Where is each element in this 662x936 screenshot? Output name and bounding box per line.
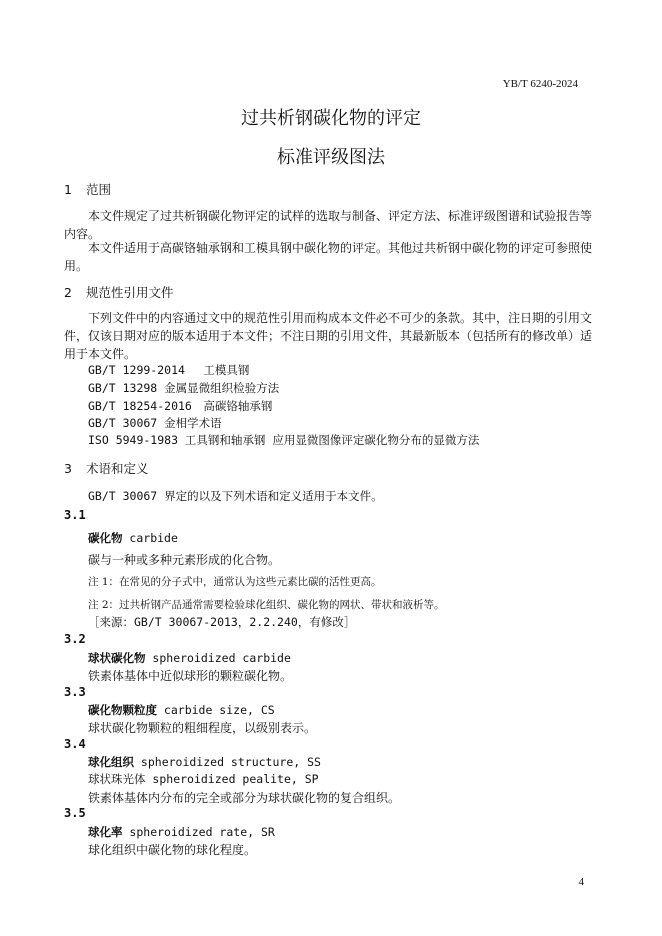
- section-title: 范围: [86, 182, 112, 197]
- term-definition: 碳与一种或多种元素形成的化合物。: [88, 553, 281, 567]
- reference-item: GB/T 13298 金属显微组织检验方法: [88, 381, 280, 395]
- term-zh: 球化率: [88, 825, 123, 839]
- term-alt-zh: 球状珠光体: [88, 772, 146, 786]
- paragraph-line: 用于本文件。: [64, 347, 137, 361]
- section-number: 3: [64, 461, 72, 476]
- term-number: 3.1: [64, 508, 86, 522]
- term-definition: 铁素体基体内分布的完全或部分为球状碳化物的复合组织。: [88, 791, 401, 805]
- paragraph-line: 本文件适用于高碳铬轴承钢和工模具钢中碳化物的评定。其他过共析钢中碳化物的评定可参照使: [88, 241, 593, 255]
- standard-number: YB/T 6240-2024: [502, 78, 578, 90]
- term-note: 注 2：过共析钢产品通常需要检验球化组织、碳化物的网状、带状和液析等。: [88, 599, 445, 611]
- term-number: 3.2: [64, 632, 86, 646]
- section-title: 术语和定义: [86, 461, 149, 476]
- term-en: spheroidized carbide: [145, 651, 291, 665]
- term-definition: 球状碳化物颗粒的粗细程度，以级别表示。: [88, 721, 317, 735]
- document-title: 过共析钢碳化物的评定: [241, 108, 421, 129]
- paragraph-line: 内容。: [64, 227, 101, 241]
- section-title: 规范性引用文件: [86, 285, 174, 300]
- term-title: [88, 702, 275, 718]
- term-number: 3.5: [64, 806, 86, 820]
- reference-item: GB/T 1299-2014 工模具钢: [88, 363, 250, 377]
- term-en: carbide size, CS: [157, 703, 275, 717]
- term-zh: 碳化物颗粒度: [88, 703, 157, 717]
- term-number: 3.4: [64, 737, 86, 751]
- section-3-heading: [64, 459, 149, 477]
- paragraph-line: 件，仅该日期对应的版本适用于本文件；不注日期的引用文件，其最新版本（包括所有的修改单）适: [64, 329, 593, 343]
- term-title: [88, 650, 291, 666]
- section-number: 2: [64, 285, 72, 300]
- term-admitted: [88, 771, 319, 787]
- term-definition: 球化组织中碳化物的球化程度。: [88, 843, 257, 857]
- term-zh: 球状碳化物: [88, 651, 146, 665]
- reference-item: GB/T 30067 金相学术语: [88, 416, 222, 430]
- term-title: [88, 530, 178, 546]
- section-2-heading: [64, 283, 174, 301]
- term-en: spheroidized structure, SS: [134, 755, 321, 769]
- page-number: 4: [578, 876, 584, 888]
- paragraph-line: 用。: [64, 259, 89, 273]
- term-title: [88, 754, 321, 770]
- section-number: 1: [64, 182, 72, 197]
- reference-item: ISO 5949-1983 工具钢和轴承钢 应用显微图像评定碳化物分布的显微方法: [88, 433, 480, 447]
- term-definition: 铁素体基体中近似球形的颗粒碳化物。: [88, 669, 293, 683]
- term-zh: 碳化物: [88, 531, 123, 545]
- term-en: spheroidized rate, SR: [122, 825, 275, 839]
- paragraph-line: 下列文件中的内容通过文中的规范性引用而构成本文件必不可少的条款。其中，注日期的引用文: [88, 311, 593, 325]
- term-zh: 球化组织: [88, 755, 134, 769]
- section-1-heading: [64, 180, 111, 198]
- term-number: 3.3: [64, 685, 86, 699]
- term-alt-en: spheroidized pealite, SP: [145, 772, 319, 786]
- paragraph-line: 本文件规定了过共析钢碳化物评定的试样的选取与制备、评定方法、标准评级图谱和试验报告等: [88, 209, 593, 223]
- term-en: carbide: [122, 531, 178, 545]
- paragraph-line: GB/T 30067 界定的以及下列术语和定义适用于本文件。: [88, 489, 383, 503]
- reference-item: GB/T 18254-2016 高碳铬轴承钢: [88, 399, 273, 413]
- term-note: 注 1：在常见的分子式中，通常认为这些元素比碳的活性更高。: [88, 576, 382, 588]
- document-subtitle: 标准评级图法: [277, 147, 385, 168]
- term-source: ［来源：GB/T 30067-2013，2.2.240，有修改］: [88, 615, 356, 629]
- term-title: [88, 824, 275, 840]
